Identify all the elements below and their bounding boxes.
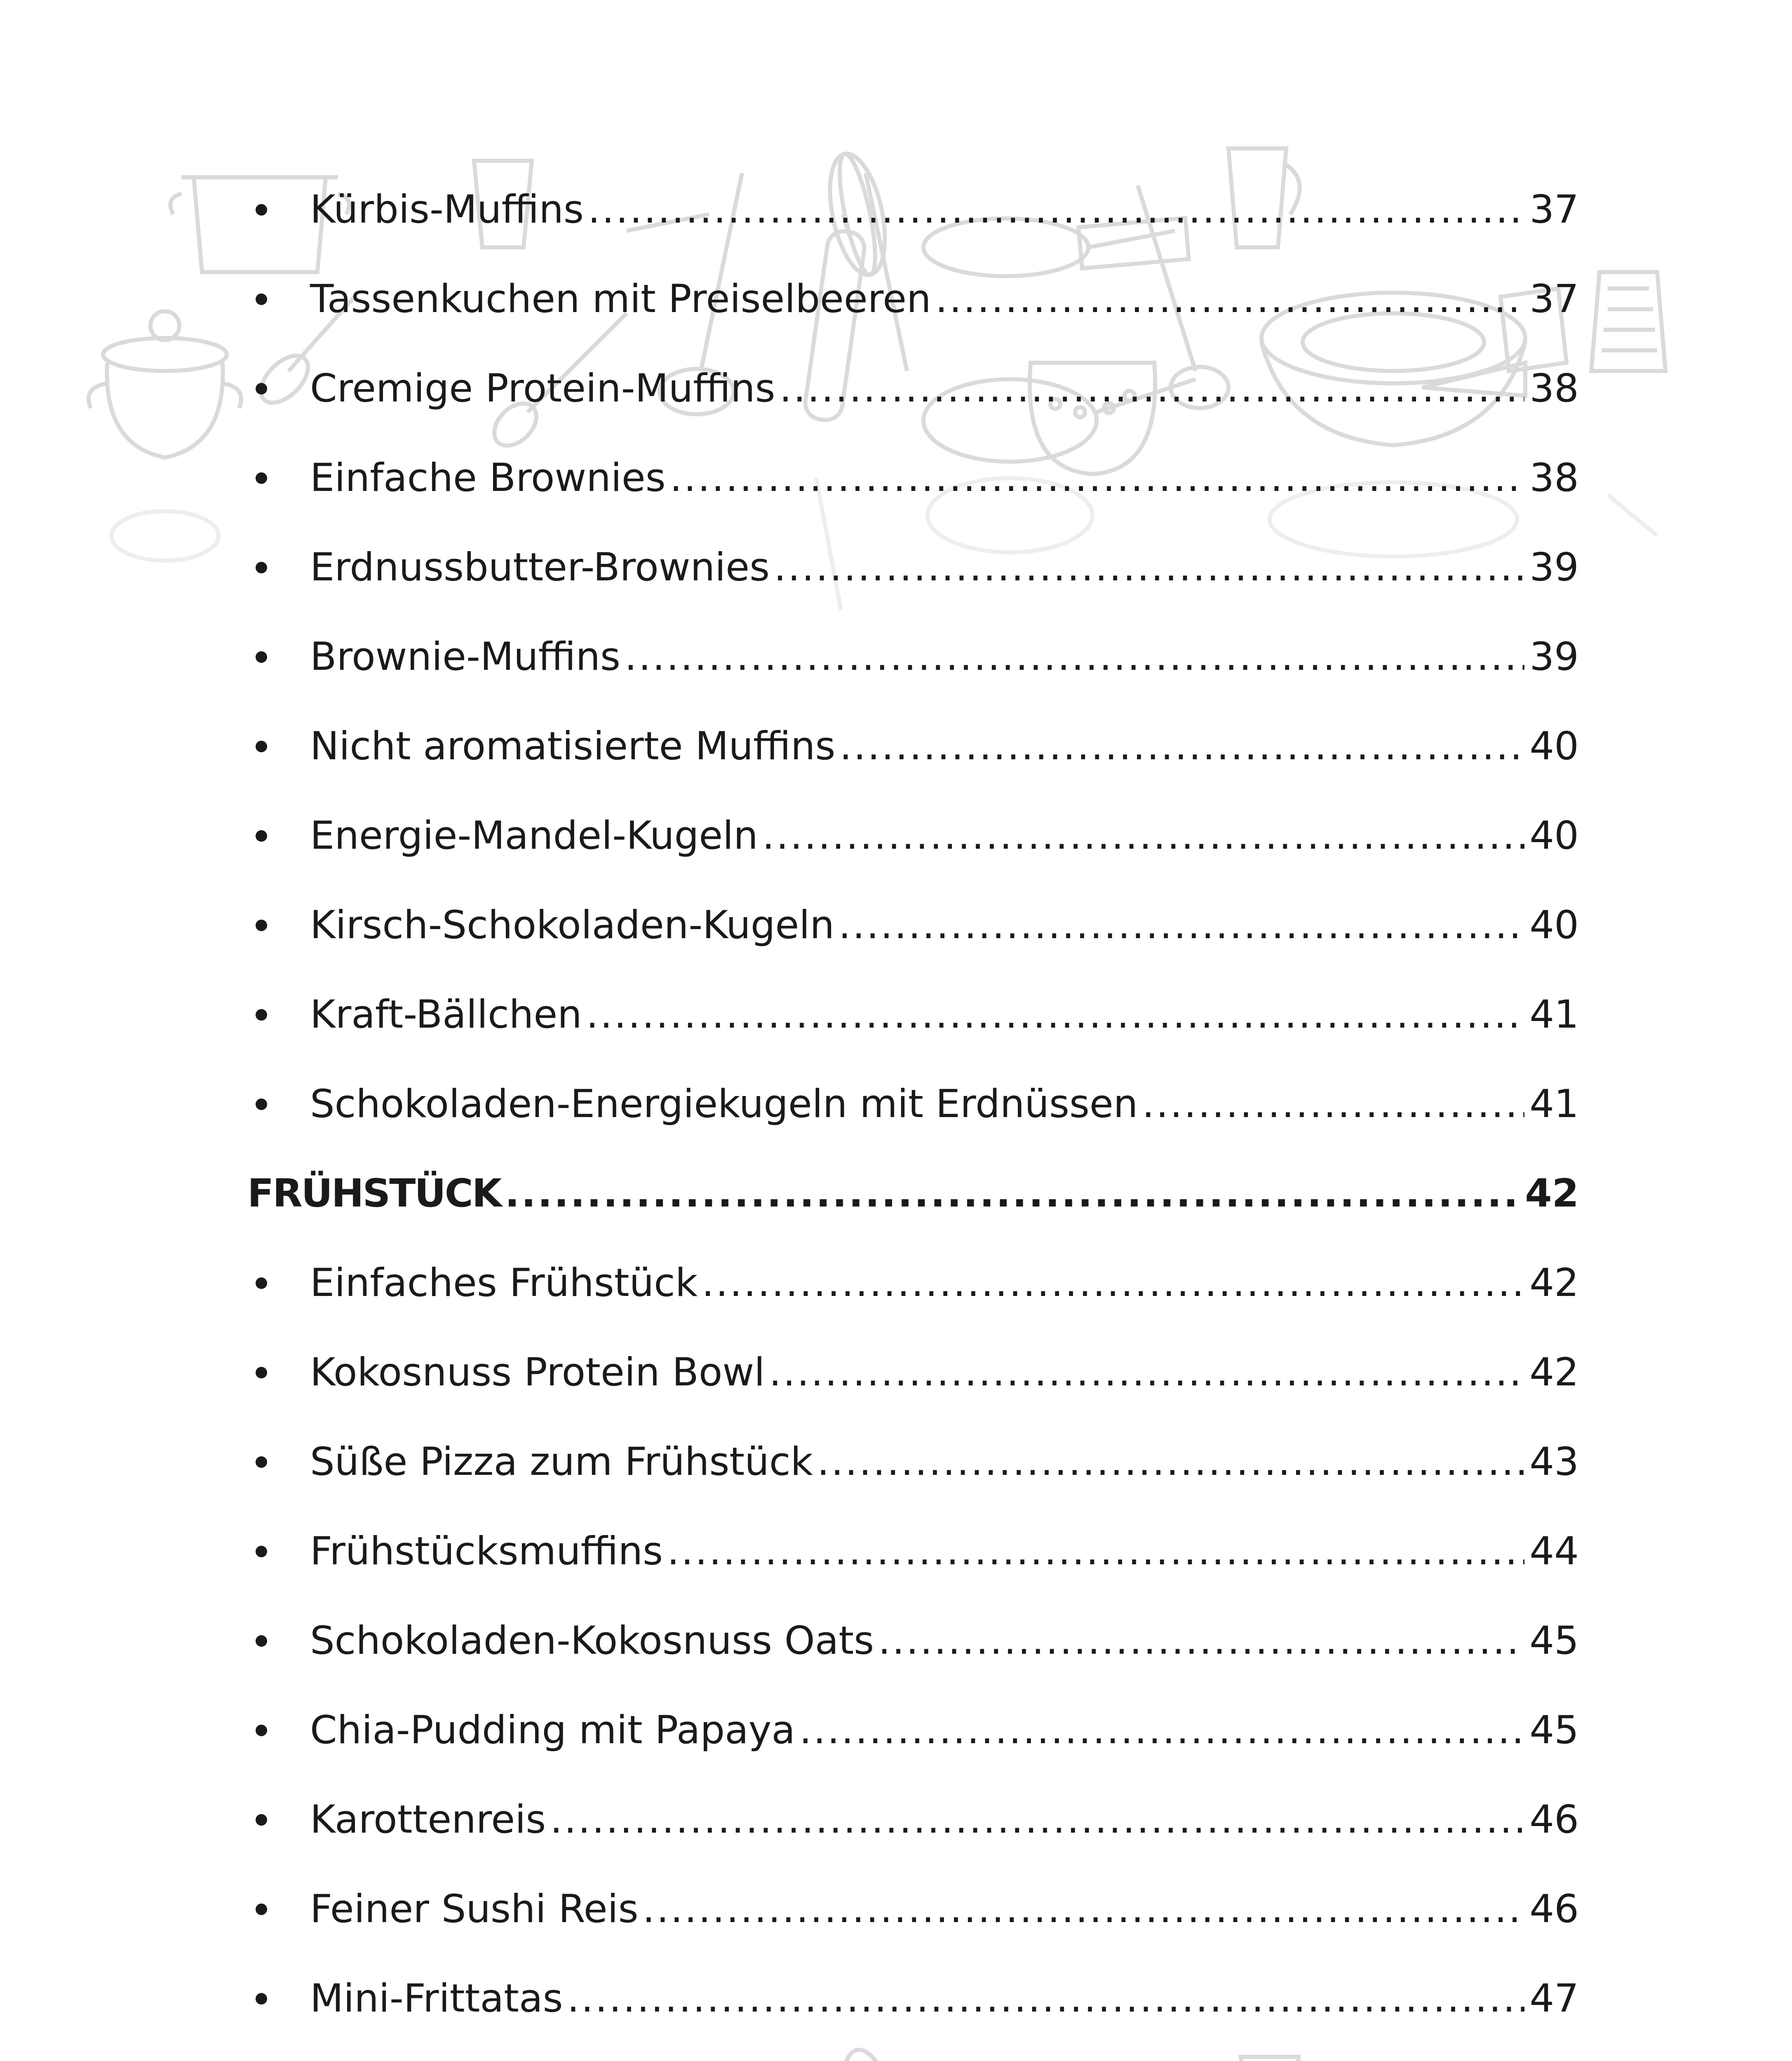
bullet-icon <box>247 1814 310 1826</box>
bullet-icon <box>247 204 310 216</box>
bullet-icon <box>247 1635 310 1647</box>
toc-item[interactable] <box>247 1954 1579 2043</box>
toc-item[interactable] <box>247 433 1579 523</box>
toc-page-number: 42 <box>1525 1171 1579 1216</box>
toc-item[interactable] <box>247 1775 1579 1864</box>
toc-item-label: Kraft-Bällchen <box>310 992 582 1037</box>
toc-page-number: 40 <box>1529 813 1579 858</box>
toc-page-number: 40 <box>1529 723 1579 769</box>
sugar-bowl-icon <box>89 311 241 458</box>
toc-item-label: Tassenkuchen mit Preiselbeeren <box>310 276 931 322</box>
dot-leader <box>567 1979 1525 2018</box>
toc-page-number: 46 <box>1529 1797 1579 1842</box>
toc-item-label: Energie-Mandel-Kugeln <box>310 813 758 858</box>
bullet-icon <box>247 741 310 752</box>
bullet-icon <box>247 1546 310 1557</box>
toc-item-label: Erdnussbutter-Brownies <box>310 545 770 590</box>
toc-item-label: Frühstücksmuffins <box>310 1528 663 1574</box>
dot-leader <box>586 995 1525 1034</box>
toc-page-number: 41 <box>1529 992 1579 1037</box>
toc-item-label: Einfaches Frühstück <box>310 1260 698 1305</box>
dot-leader <box>667 1532 1524 1571</box>
dot-leader <box>799 1711 1524 1750</box>
toc-item[interactable] <box>247 1507 1579 1596</box>
toc-item[interactable] <box>247 1596 1579 1685</box>
dot-leader <box>643 1890 1525 1929</box>
toc-page-number: 37 <box>1529 276 1579 322</box>
toc-item-label: Cremige Protein-Muffins <box>310 366 775 411</box>
toc-page-number: 38 <box>1529 455 1579 500</box>
toc-item-label: Schokoladen-Energiekugeln mit Erdnüssen <box>310 1081 1138 1127</box>
bullet-icon <box>247 830 310 842</box>
bullet-icon <box>247 293 310 305</box>
toc-item-label: Süße Pizza zum Frühstück <box>310 1439 813 1484</box>
toc-page-number: 40 <box>1529 902 1579 948</box>
dot-leader <box>588 190 1524 229</box>
toc-page-number: 37 <box>1529 187 1579 232</box>
toc-page-number: 39 <box>1529 545 1579 590</box>
toc-page-number: 47 <box>1529 1976 1579 2021</box>
toc-item[interactable] <box>247 1059 1579 1149</box>
dot-leader <box>762 817 1525 855</box>
bullet-icon <box>247 1725 310 1736</box>
toc-item-label: Einfache Brownies <box>310 455 666 500</box>
bullet-icon <box>247 1009 310 1021</box>
toc-item[interactable] <box>247 1417 1579 1507</box>
toc-item-label: Brownie-Muffins <box>310 634 621 679</box>
toc-page-number: 44 <box>1529 1528 1579 1574</box>
toc-item[interactable] <box>247 1864 1579 1954</box>
toc-item-label: Karottenreis <box>310 1797 546 1842</box>
dot-leader <box>817 1443 1524 1481</box>
toc-page-number: 45 <box>1529 1618 1579 1663</box>
dot-leader <box>625 638 1524 676</box>
toc-item[interactable] <box>247 880 1579 970</box>
dot-leader <box>769 1353 1524 1392</box>
dot-leader <box>838 906 1524 945</box>
dot-leader <box>780 369 1525 408</box>
table-of-contents <box>247 165 1579 2061</box>
toc-page-number: 41 <box>1529 1081 1579 1127</box>
dot-leader <box>670 459 1525 498</box>
bullet-icon <box>247 1904 310 1915</box>
dot-leader <box>550 1800 1524 1839</box>
toc-section-heading[interactable] <box>247 1149 1579 1238</box>
bullet-icon <box>247 1277 310 1289</box>
toc-page-number: 39 <box>1529 634 1579 679</box>
dot-leader <box>935 280 1525 319</box>
toc-item-label: Nicht aromatisierte Muffins <box>310 723 836 769</box>
toc-item[interactable] <box>247 2043 1579 2061</box>
toc-item-label: Schokoladen-Kokosnuss Oats <box>310 1618 874 1663</box>
dot-leader <box>774 548 1524 587</box>
bullet-icon <box>247 562 310 573</box>
toc-item-label: Kürbis-Muffins <box>310 187 584 232</box>
bullet-icon <box>247 383 310 394</box>
toc-item[interactable] <box>247 344 1579 433</box>
bullet-icon <box>247 1099 310 1110</box>
toc-section-label: FRÜHSTÜCK <box>247 1171 501 1216</box>
toc-item[interactable] <box>247 791 1579 880</box>
dot-leader <box>840 727 1525 766</box>
toc-item[interactable] <box>247 1238 1579 1328</box>
toc-item-label: Feiner Sushi Reis <box>310 1886 639 1932</box>
toc-page-number: 38 <box>1529 366 1579 411</box>
toc-page-number: 45 <box>1529 1707 1579 1753</box>
toc-page-number: 42 <box>1529 1350 1579 1395</box>
toc-item[interactable] <box>247 523 1579 612</box>
toc-item-label: Kirsch-Schokoladen-Kugeln <box>310 902 835 948</box>
toc-page-number: 43 <box>1529 1439 1579 1484</box>
bullet-icon <box>247 651 310 663</box>
dot-leader <box>878 1622 1524 1660</box>
toc-page-number: 42 <box>1529 1260 1579 1305</box>
toc-item[interactable] <box>247 1328 1579 1417</box>
toc-item[interactable] <box>247 254 1579 344</box>
toc-item-label: Mini-Frittatas <box>310 1976 563 2021</box>
bullet-icon <box>247 1993 310 2005</box>
toc-item[interactable] <box>247 165 1579 254</box>
toc-item-label: Chia-Pudding mit Papaya <box>310 1707 796 1753</box>
dot-leader <box>505 1174 1520 1213</box>
dot-leader <box>702 1264 1524 1303</box>
dot-leader <box>1142 1085 1524 1124</box>
toc-item[interactable] <box>247 970 1579 1059</box>
bullet-icon <box>247 1456 310 1468</box>
toc-item[interactable] <box>247 702 1579 791</box>
toc-item[interactable] <box>247 612 1579 702</box>
toc-page-number: 46 <box>1529 1886 1579 1932</box>
toc-item-label: Kokosnuss Protein Bowl <box>310 1350 765 1395</box>
bullet-icon <box>247 920 310 931</box>
bullet-icon <box>247 1367 310 1378</box>
toc-item[interactable] <box>247 1685 1579 1775</box>
bullet-icon <box>247 472 310 484</box>
